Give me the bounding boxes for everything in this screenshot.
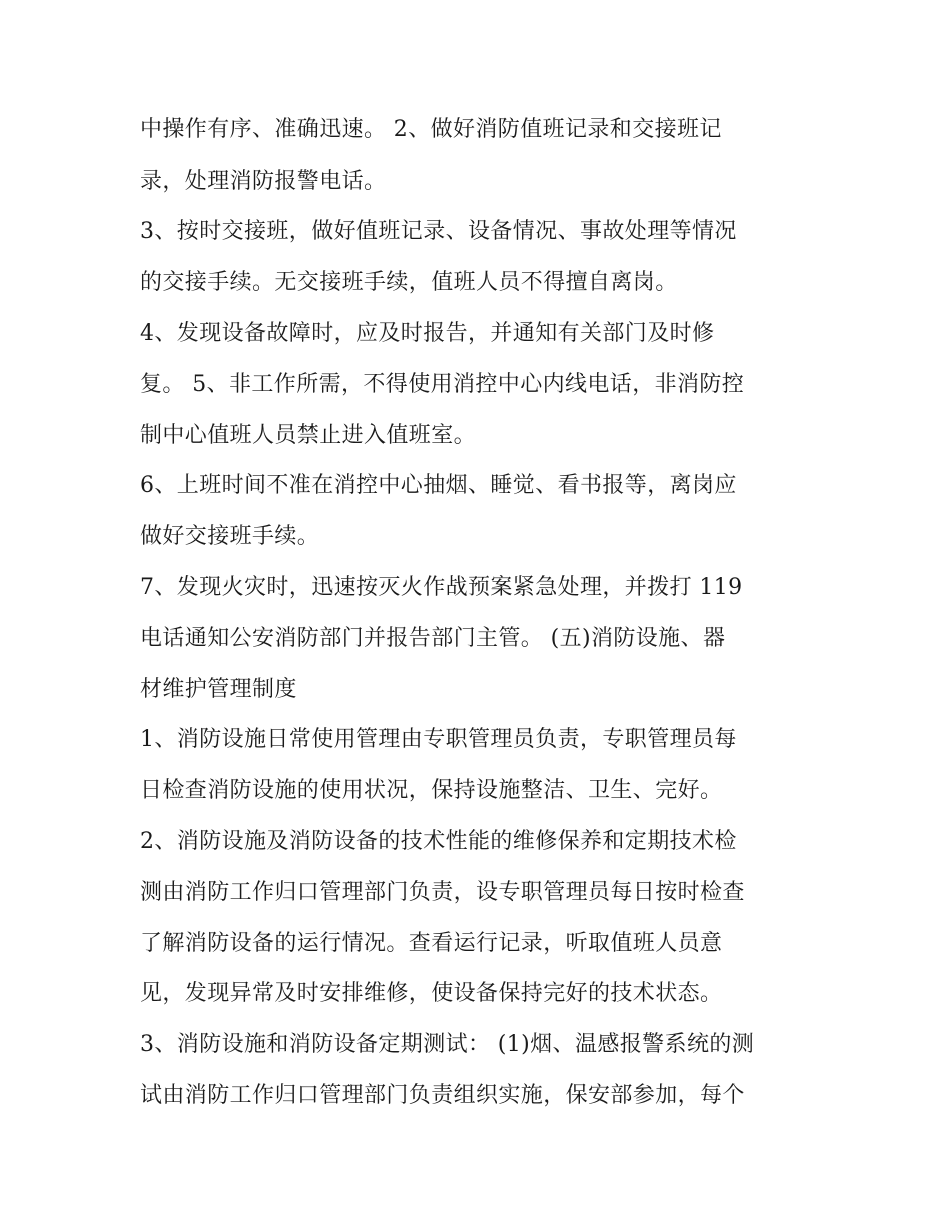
text-line: 测由消防工作归口管理部门负责，设专职管理员每日按时检查 (140, 880, 745, 905)
text-line: 录，处理消防报警电话。 (140, 169, 387, 194)
text-line: 3、消防设施和消防设备定期测试： (1)烟、温感报警系统的测 (140, 1032, 755, 1057)
text-line: 了解消防设备的运行情况。查看运行记录，听取值班人员意 (140, 931, 723, 956)
text-line: 3、按时交接班，做好值班记录、设备情况、事故处理等情况 (140, 219, 737, 244)
text-line: 制中心值班人员禁止进入值班室。 (140, 423, 477, 448)
text-line: 4、发现设备故障时，应及时报告，并通知有关部门及时修 (140, 321, 715, 346)
text-line: 的交接手续。无交接班手续，值班人员不得擅自离岗。 (140, 270, 678, 295)
text-line: 中操作有序、准确迅速。 2、做好消防值班记录和交接班记 (140, 117, 722, 142)
text-line: 做好交接班手续。 (140, 524, 320, 549)
text-line: 日检查消防设施的使用状况，保持设施整洁、卫生、完好。 (140, 778, 723, 803)
text-line: 试由消防工作归口管理部门负责组织实施，保安部参加，每个 (140, 1083, 745, 1108)
text-line: 电话通知公安消防部门并报告部门主管。 (五)消防设施、器 (140, 626, 726, 651)
text-line: 1、消防设施日常使用管理由专职管理员负责，专职管理员每 (140, 727, 737, 752)
text-line: 2、消防设施及消防设备的技术性能的维修保养和定期技术检 (140, 829, 737, 854)
text-line: 7、发现火灾时，迅速按灭火作战预案紧急处理，并拨打 119 (140, 575, 743, 600)
text-line: 材维护管理制度 (140, 677, 297, 702)
text-line: 复。 5、非工作所需，不得使用消控中心内线电话，非消防控 (140, 372, 745, 397)
text-line: 6、上班时间不准在消控中心抽烟、睡觉、看书报等，离岗应 (140, 473, 737, 498)
text-line: 见，发现异常及时安排维修，使设备保持完好的技术状态。 (140, 981, 723, 1006)
